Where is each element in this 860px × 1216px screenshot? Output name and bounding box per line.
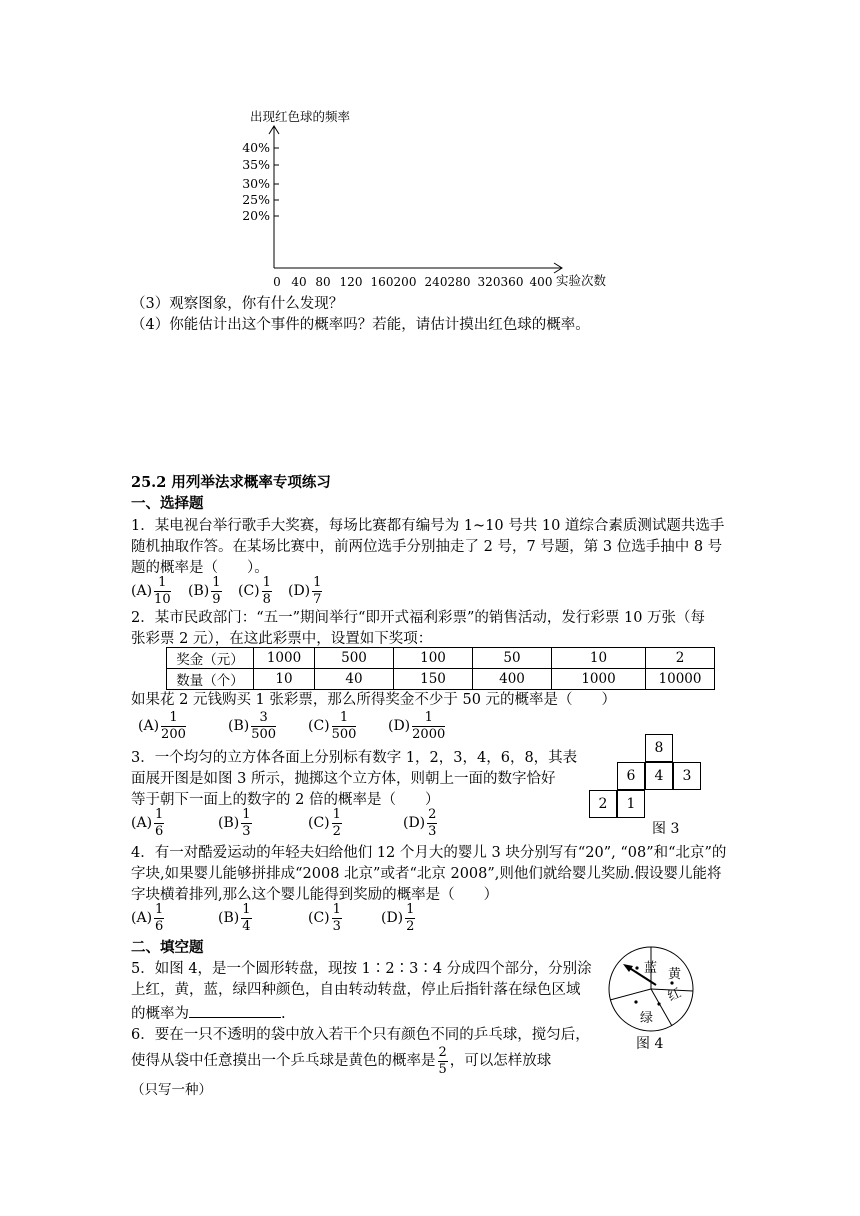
x-tick-label: 400 — [529, 275, 553, 289]
y-tick-label: 25% — [242, 192, 270, 207]
prev-q3: （3）观察图象，你有什么发现？ — [131, 296, 344, 312]
q2-line1: 2．某市民政部门：“五一”期间举行“即开式福利彩票”的销售活动，发行彩票 10 万张（每 — [131, 610, 706, 626]
table-cell: 100 — [394, 648, 473, 669]
q3-option-d[interactable]: (D) $\frac{2}{3}$ — [403, 807, 437, 839]
segment-label-yellow: 黄 — [668, 967, 682, 982]
table-cell: 2 — [646, 648, 715, 669]
divider-line — [610, 989, 651, 1000]
q4-option-c[interactable]: (C) $\frac{1}{3}$ — [308, 902, 341, 934]
segment-label-green: 绿 — [640, 1011, 654, 1026]
section-title: 25.2 用列举法求概率专项练习 — [131, 474, 331, 491]
x-tick-label: 240 — [424, 275, 448, 289]
pointer-arrowhead — [623, 964, 633, 972]
x-tick-label: 320 — [477, 275, 501, 289]
x-tick-label: 40 — [291, 275, 307, 289]
part-1-heading: 一、选择题 — [131, 495, 204, 512]
q1-line2: 随机抽取作答。在某场比赛中，前两位选手分别抽走了 2 号，7 号题，第 3 位选手抽中 8 号 — [131, 539, 723, 555]
q4-line3: 字块横着排列,那么这个婴儿能得到奖励的概率是（ ） — [131, 887, 499, 903]
cube-face: 3 — [673, 762, 701, 790]
q5-answer-blank[interactable] — [189, 1004, 281, 1018]
segment-label-red: 红 — [665, 985, 684, 1005]
prize-table — [166, 647, 715, 690]
q2-option-c[interactable]: (C) $\frac{1}{500}$ — [308, 710, 357, 742]
q5-line1: 5．如图 4，是一个圆形转盘，现按 1∶2∶3∶4 分成四个部分，分别涂 — [131, 961, 592, 977]
table-cell: 奖金（元） — [167, 648, 254, 669]
cube-face: 8 — [645, 734, 673, 762]
q3-line2: 面展开图是如图 3 所示，抛掷这个立方体，则朝上一面的数字恰好 — [131, 771, 556, 787]
figure-4-caption: 图 4 — [636, 1036, 664, 1052]
q4-option-d[interactable]: (D) $\frac{1}{2}$ — [381, 902, 415, 934]
q2-line2: 张彩票 2 元），在这此彩票中，设置如下奖项： — [131, 631, 433, 647]
q4-line2: 字块,如果婴儿能够拼排成“2008 北京”或者“北京 2008”,则他们就给婴儿奖励.假设婴儿能将 — [131, 866, 722, 882]
q3-option-b[interactable]: (B) $\frac{1}{3}$ — [218, 807, 251, 839]
chart-xlabel: 实验次数 — [556, 273, 607, 288]
q5-line2: 上红，黄，蓝，绿四种颜色，自由转动转盘，停止后指针落在绿色区域 — [131, 982, 581, 998]
prev-q4: （4）你能估计出这个事件的概率吗？若能，请估计摸出红色球的概率。 — [131, 317, 590, 333]
cube-face: 6 — [617, 762, 645, 790]
table-cell: 1000 — [552, 669, 646, 690]
table-row — [167, 669, 715, 690]
q3-option-c[interactable]: (C) $\frac{1}{2}$ — [308, 807, 341, 839]
q2-option-a[interactable]: (A) $\frac{1}{200}$ — [138, 710, 186, 742]
q1-line1: 1．某电视台举行歌手大奖赛，每场比赛都有编号为 1~10 号共 10 道综合素质测试题共选手 — [131, 518, 725, 534]
q3-line3: 等于朝下一面上的数字的 2 倍的概率是（ ） — [131, 792, 440, 808]
table-cell: 50 — [473, 648, 552, 669]
table-cell: 10000 — [646, 669, 715, 690]
q1-option-a[interactable]: (A) $\frac{1}{10}$ — [131, 575, 171, 607]
y-tick-label: 35% — [242, 157, 270, 172]
q1-option-c[interactable]: (C) $\frac{1}{8}$ — [238, 575, 271, 607]
table-cell: 40 — [315, 669, 394, 690]
x-tick-label: 80 — [315, 275, 331, 289]
q4-option-a[interactable]: (A) $\frac{1}{6}$ — [131, 902, 164, 934]
x-tick-label: 160 — [370, 275, 394, 289]
table-cell: 10 — [552, 648, 646, 669]
table-cell: 400 — [473, 669, 552, 690]
q4-line1: 4．有一对酷爱运动的年轻夫妇给他们 12 个月大的婴儿 3 块分别写有“20”, “08”和“北京”的 — [131, 845, 727, 861]
q6-line2: 使得从袋中任意摸出一个乒乓球是黄色的概率是 $\frac{2}{5}$ ，可以怎样放球 — [131, 1045, 552, 1077]
segment-label-blue: 蓝 — [644, 961, 658, 976]
q3-line1: 3．一个均匀的立方体各面上分别标有数字 1，2，3，4，6，8，其表 — [131, 750, 578, 766]
q1-line3: 题的概率是（ ）。 — [131, 560, 269, 576]
q4-option-b[interactable]: (B) $\frac{1}{4}$ — [218, 902, 251, 934]
q2-option-d[interactable]: (D) $\frac{1}{2000}$ — [388, 710, 446, 742]
q1-option-b[interactable]: (B) $\frac{1}{9}$ — [188, 575, 221, 607]
x-tick-label: 0 — [273, 275, 281, 289]
q6-line1: 6．要在一只不透明的袋中放入若干个只有颜色不同的乒乓球，搅匀后， — [131, 1027, 590, 1043]
x-tick-label: 200 — [393, 275, 417, 289]
x-tick-label: 360 — [500, 275, 524, 289]
table-row — [167, 648, 715, 669]
cube-face: 1 — [617, 790, 645, 818]
q6-line3: （只写一种） — [131, 1082, 212, 1098]
chart-ylabel: 出现红色球的频率 — [250, 109, 351, 124]
frequency-chart — [0, 0, 860, 300]
y-tick-label: 30% — [242, 176, 270, 191]
q1-option-d[interactable]: (D) $\frac{1}{7}$ — [288, 575, 322, 607]
y-tick-label: 20% — [242, 208, 270, 223]
x-tick-label: 280 — [447, 275, 471, 289]
y-tick-label: 40% — [242, 140, 270, 155]
q5-line3: 的概率为 . — [131, 1006, 286, 1022]
cube-face: 2 — [589, 790, 617, 818]
q3-option-a[interactable]: (A) $\frac{1}{6}$ — [131, 807, 164, 839]
table-cell: 150 — [394, 669, 473, 690]
table-cell: 1000 — [254, 648, 315, 669]
cube-face: 4 — [645, 762, 673, 790]
table-cell: 数量（个） — [167, 669, 254, 690]
q2-option-b[interactable]: (B) $\frac{3}{500}$ — [228, 710, 277, 742]
q2-line3: 如果花 2 元钱购买 1 张彩票，那么所得奖金不少于 50 元的概率是（ ） — [131, 692, 617, 708]
table-cell: 10 — [254, 669, 315, 690]
x-tick-label: 120 — [339, 275, 363, 289]
spinner-figure — [606, 944, 696, 1034]
figure-3-caption: 图 3 — [652, 821, 680, 837]
part-2-heading: 二、填空题 — [131, 939, 204, 956]
table-cell: 500 — [315, 648, 394, 669]
